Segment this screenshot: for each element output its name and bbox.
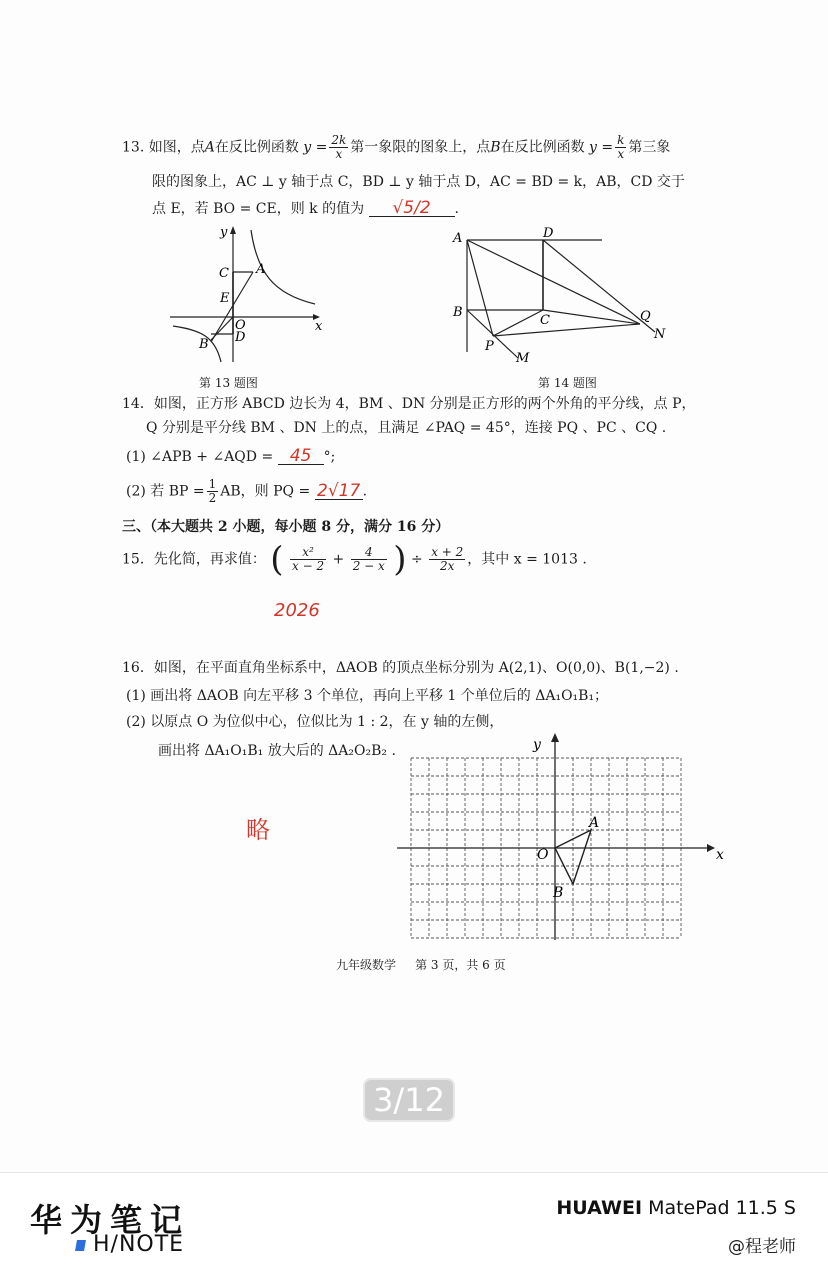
fig16-label-o: O [537,847,549,863]
figure-14 [450,222,680,372]
q14-line2: Q 分别是平分线 BM 、DN 上的点，且满足 ∠PAQ = 45°，连接 PQ 、PC 、CQ . [146,420,667,436]
fig16-label-b: B [553,885,564,901]
fig16-y-arrow [551,733,559,742]
q16-handwritten-answer: 略 [246,816,270,844]
page-counter: 3/12 [363,1078,455,1122]
fig14-label-d: D [543,226,554,241]
author-handle: @程老师 [728,1237,796,1257]
fig14-label-n: N [654,327,666,342]
fig13-segment-bo [211,317,233,340]
q16-line1: 16．如图，在平面直角坐标系中，ΔAOB 的顶点坐标分别为 A(2,1)、O(0,0)、B(1,−2) . [122,660,679,676]
q14-part1-answer: 45 [278,448,324,465]
fig14-label-p: P [485,339,494,354]
fig16-label-a: A [589,815,600,831]
fig13-label-x: x [315,319,323,334]
q16-line2: (1) 画出将 ΔAOB 向左平移 3 个单位，再向上平移 1 个单位后的 ΔA₁O₁B₁； [126,688,609,704]
brand-logo-icon [75,1240,86,1251]
q13-func1-fraction: $\frac{2k}{x}$ [331,133,347,161]
fig13-segment-ab [211,272,253,342]
fig13-curve-q3 [173,326,221,362]
fig14-label-c: C [540,313,550,328]
fig13-caption: 第 13 题图 [199,376,258,390]
q14-part1: (1) ∠APB + ∠AQD = 45 °; [126,446,336,466]
footer-divider [0,1172,828,1173]
q15-expression: 15．先化简，再求值： ( $\frac{\text{x²}}{x - 2}$ + $\frac{4}{2 - x}$ ) ÷ $\frac{x + 2}{2x}$ ，其中 x = 1013 . [122,539,587,580]
q16-line3: (2) 以原点 O 为位似中心，位似比为 1 : 2，在 y 轴的左侧， [126,714,504,730]
fig14-label-b: B [453,305,463,320]
figure-13 [165,222,335,372]
q13-answer: √5/2 [369,200,455,217]
q15-term3: $\frac{x + 2}{2x}$ [431,545,464,573]
q13-line1: 13. 如图，点A在反比例函数 y = $\frac{2k}{x}$ 第一象限的图象上，点B在反比例函数 y = $\frac{k}{x}$ 第三象 [122,133,671,161]
q16-line4: 画出将 ΔA₁O₁B₁ 放大后的 ΔA₂O₂B₂ . [158,743,396,759]
q14-part2-answer: 2√17 [315,483,363,500]
fig13-label-b: B [199,337,209,352]
fig14-label-q: Q [640,309,651,324]
q15-term2: $\frac{4}{2 - x}$ [352,545,385,573]
q13-line2: 限的图象上，AC ⊥ y 轴于点 C，BD ⊥ y 轴于点 D，AC = BD = k，AB，CD 交于 [152,174,685,190]
fig14-label-m: M [516,351,530,366]
brand-name: 华为笔记 [30,1201,191,1239]
fig16-label-x: x [716,847,724,863]
fig13-label-c: C [219,266,229,281]
page-footer: 九年级数学 第 3 页，共 6 页 [336,958,506,972]
q14-part2: (2) 若 BP = $\frac{1}{2}$ AB，则 PQ = 2√17 . [126,477,368,505]
fig13-label-d: D [235,330,246,345]
section-3-heading: 三、（本大题共 2 小题，每小题 8 分，满分 16 分） [122,519,450,535]
q14-line1: 14．如图，正方形 ABCD 边长为 4，BM 、DN 分别是正方形的两个外角的平分线，点 P， [122,396,696,412]
q14-part2-fraction: $\frac{1}{2}$ [208,477,217,505]
q15-handwritten-answer: 2026 [274,600,320,621]
device-label: HUAWEI MatePad 11.5 S [556,1197,796,1219]
q13-func2-fraction: $\frac{k}{x}$ [617,133,625,161]
fig14-segment-pq [493,324,640,336]
fig13-label-y: y [220,225,228,240]
q13-line3: 点 E，若 BO = CE，则 k 的值为 √5/2 . [152,198,459,218]
fig13-label-o: O [235,318,246,333]
fig16-label-y: y [533,737,541,753]
fig13-label-a: A [256,262,266,277]
fig14-label-a: A [453,231,463,246]
fig13-label-e: E [220,291,230,306]
q15-term1: $\frac{\text{x²}}{x - 2}$ [292,545,325,573]
fig14-caption: 第 14 题图 [538,376,597,390]
figure-16-grid [395,728,724,943]
brand-logo: H/NOTE [76,1232,184,1257]
fig13-y-arrow [230,226,236,234]
fig16-x-arrow [707,844,715,852]
